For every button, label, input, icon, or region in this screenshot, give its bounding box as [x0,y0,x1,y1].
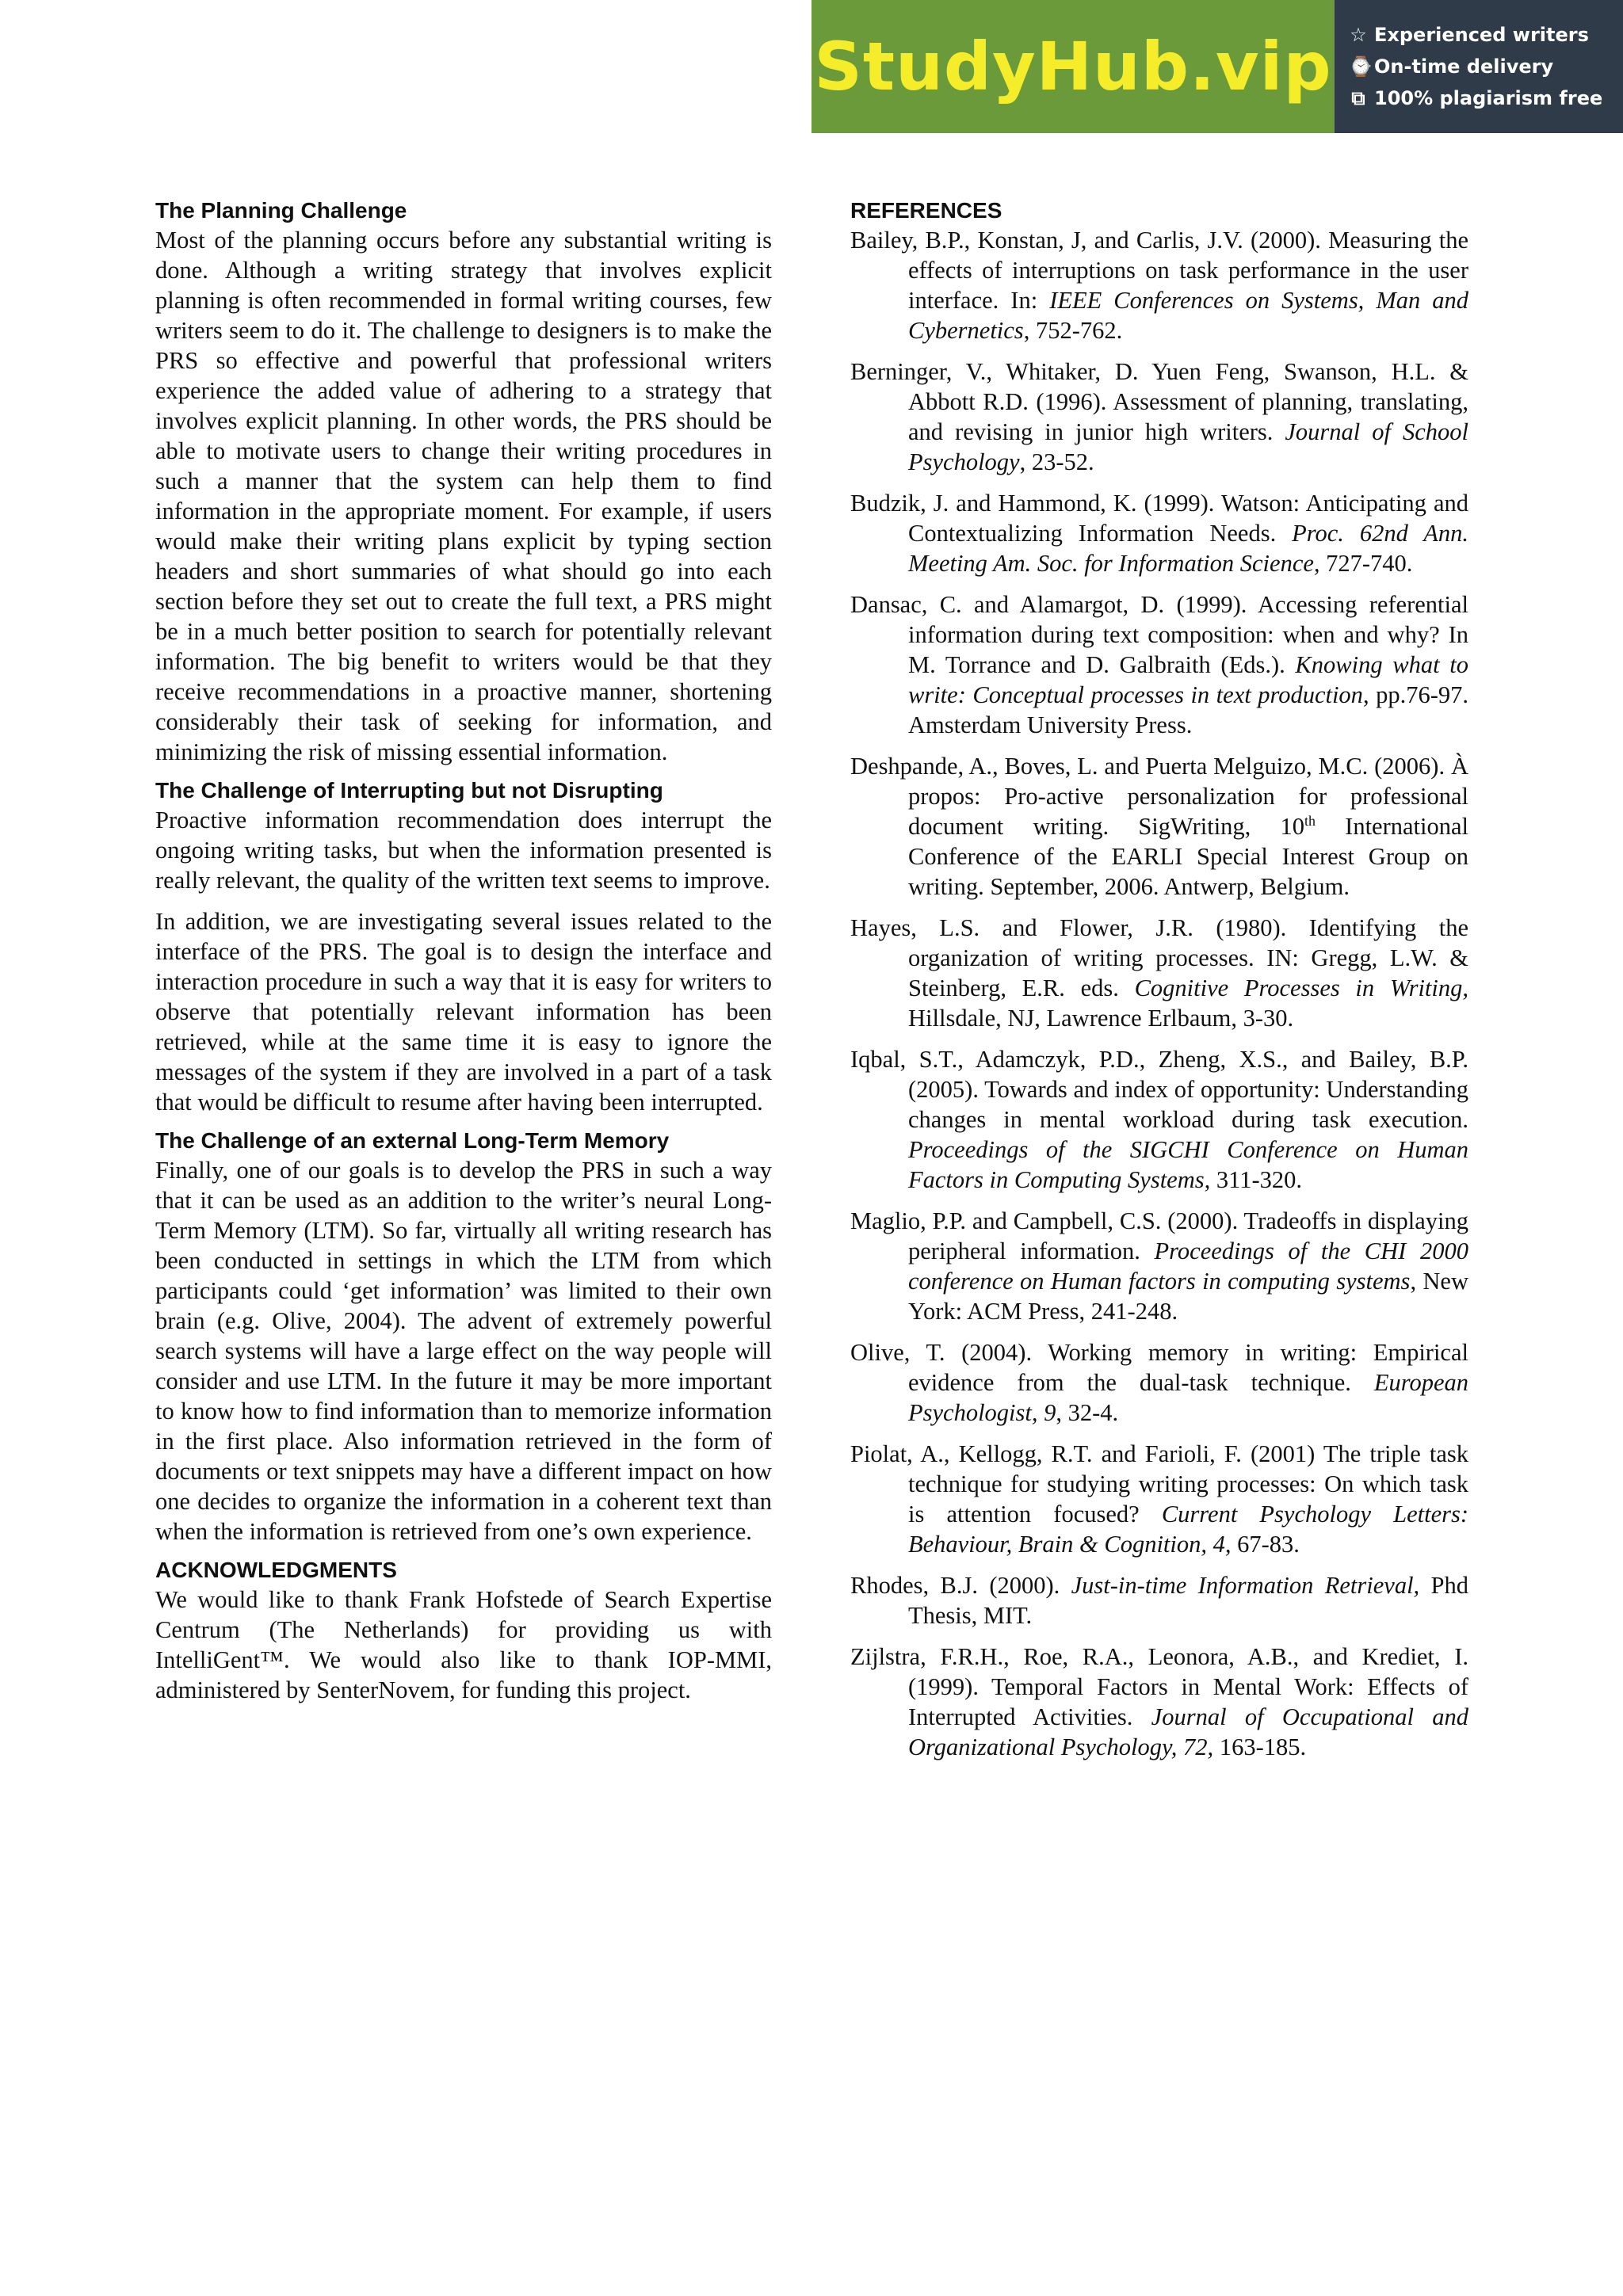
planning-heading: The Planning Challenge [155,198,407,223]
feature-label: 100% plagiarism free [1374,87,1603,109]
references-column [850,196,1468,1773]
reference-item: Bailey, B.P., Konstan, J, and Carlis, J.V. (2000). Measuring the effects of interruptions on task performance in the user interface. In: IEEE Conferences on Systems, Man and Cybernetics, 752-762. [850,227,1468,344]
banner-features [1335,0,1623,133]
reference-item: Berninger, V., Whitaker, D. Yuen Feng, Swanson, H.L. & Abbott R.D. (1996). Assessment of planning, translating, and revising in junior high writers. Journal of School Psychology, 23-52. [850,358,1468,475]
reference-item: Hayes, L.S. and Flower, J.R. (1980). Identifying the organization of writing processes. IN: Gregg, L.W. & Steinberg, E.R. eds. Cognitive Processes in Writing, Hillsdale, NJ, Lawrence Erlbaum, 3-30. [850,914,1468,1032]
feature-label: Experienced writers [1374,24,1589,46]
logo-text: StudyHub.vip [814,28,1332,105]
reference-item: Dansac, C. and Alamargot, D. (1999). Accessing referential information during text composition: when and why? In M. Torrance and D. Galbraith (Eds.). Knowing what to write: Conceptual processes in text production, pp.76-97. Amsterdam University Press. [850,591,1468,738]
interrupt-paragraph-2: In addition, we are investigating several issues related to the interface of the PRS. The goal is to design the interface and interaction procedure in such a way that it is easy for writers to observe that potentially relevant information has been retrieved, while at the same time it is easy to ignore the messages of the system if they are involved in a part of a task that would be difficult to resume after having been interrupted. [155,908,772,1116]
interrupt-paragraph-1: Proactive information recommendation does interrupt the ongoing writing tasks, but when the information presented is really relevant, the quality of the written text seems to improve. [155,807,772,894]
reference-item: Maglio, P.P. and Campbell, C.S. (2000). Tradeoffs in displaying peripheral information. Proceedings of the CHI 2000 conference on Human factors in computing systems, New York: ACM Press, 241-248. [850,1207,1469,1325]
reference-item: Iqbal, S.T., Adamczyk, P.D., Zheng, X.S., and Bailey, B.P. (2005). Towards and index of opportunity: Understanding changes in mental workload during task execution. Proceedings of the SIGCHI Conference on Human Factors in Computing Systems, 311-320. [850,1046,1468,1193]
reference-item: Olive, T. (2004). Working memory in writing: Empirical evidence from the dual-task technique. European Psychologist, 9, 32-4. [850,1339,1468,1426]
left-column [155,196,772,1705]
studyhub-banner[interactable] [812,0,1623,133]
studyhub-logo[interactable] [812,0,1335,133]
reference-item: Rhodes, B.J. (2000). Just-in-time Information Retrieval, Phd Thesis, MIT. [850,1572,1468,1629]
reference-item: Deshpande, A., Boves, L. and Puerta Melguizo, M.C. (2006). À propos: Pro-active personalization for professional document writing. SigWriting, 10th International Conference of the EARLI Special Interest Group on writing. September, 2006. Antwerp, Belgium. [850,753,1468,900]
acknowledgments-heading: ACKNOWLEDGMENTS [155,1558,397,1582]
acknowledgments-paragraph: We would like to thank Frank Hofstede of Search Expertise Centrum (The Netherlands) for providing us with IntelliGent™. We would also like to thank IOP-MMI, administered by SenterNovem, for funding this project. [155,1586,772,1703]
ltm-heading: The Challenge of an external Long-Term Memory [155,1128,670,1153]
feature-experienced-writers [1349,24,1623,46]
references-heading: REFERENCES [850,198,1002,223]
feature-plagiarism-free [1349,87,1623,109]
feature-on-time-delivery [1349,55,1623,78]
clock-icon: ⌚ [1349,55,1373,78]
reference-item: Zijlstra, F.R.H., Roe, R.A., Leonora, A.B., and Krediet, I. (1999). Temporal Factors in Mental Work: Effects of Interrupted Activities. Journal of Occupational and Organizational Psychology, 72, 163-185. [850,1643,1468,1760]
copy-icon: ⧉ [1351,87,1365,109]
reference-item: Piolat, A., Kellogg, R.T. and Farioli, F. (2001) The triple task technique for studying writing processes: On which task is attention focused? Current Psychology Letters: Behaviour, Brain & Cognition, 4, 67-83. [850,1440,1468,1558]
interrupt-heading: The Challenge of Interrupting but not Disrupting [155,778,663,803]
star-outline-icon: ☆ [1350,24,1367,46]
feature-label: On-time delivery [1374,55,1554,78]
reference-item: Budzik, J. and Hammond, K. (1999). Watson: Anticipating and Contextualizing Information Needs. Proc. 62nd Ann. Meeting Am. Soc. for Information Science, 727-740. [850,490,1468,577]
ltm-paragraph: Finally, one of our goals is to develop the PRS in such a way that it can be used as an addition to the writer’s neural Long-Term Memory (LTM). So far, virtually all writing research has been conducted in settings in which the LTM from which participants could ‘get information’ was limited to their own brain (e.g. Olive, 2004). The advent of extremely powerful search systems will have a large effect on the way people will consider and use LTM. In the future it may be more important to know how to find information than to memorize information in the first place. Also information retrieved in the form of documents or text snippets may have a different impact on how one decides to organize the information in a coherent text than when the information is retrieved from one’s own experience. [155,1157,772,1545]
planning-paragraph: Most of the planning occurs before any substantial writing is done. Although a writing strategy that involves explicit planning is often recommended in formal writing courses, few writers seem to do it. The challenge to designers is to make the PRS so effective and powerful that professional writers experience the added value of adhering to a strategy that involves explicit planning. In other words, the PRS should be able to motivate users to change their writing procedures in such a manner that the system can help them to find information in the appropriate moment. For example, if users would make their writing plans explicit by typing section headers and short summaries of what should go into each section before they set out to create the full text, a PRS might be in a much better position to search for potentially relevant information. The big benefit to writers would be that they receive recommendations in a proactive manner, shortening considerably their task of seeking for information, and minimizing the risk of missing essential information. [155,227,772,765]
